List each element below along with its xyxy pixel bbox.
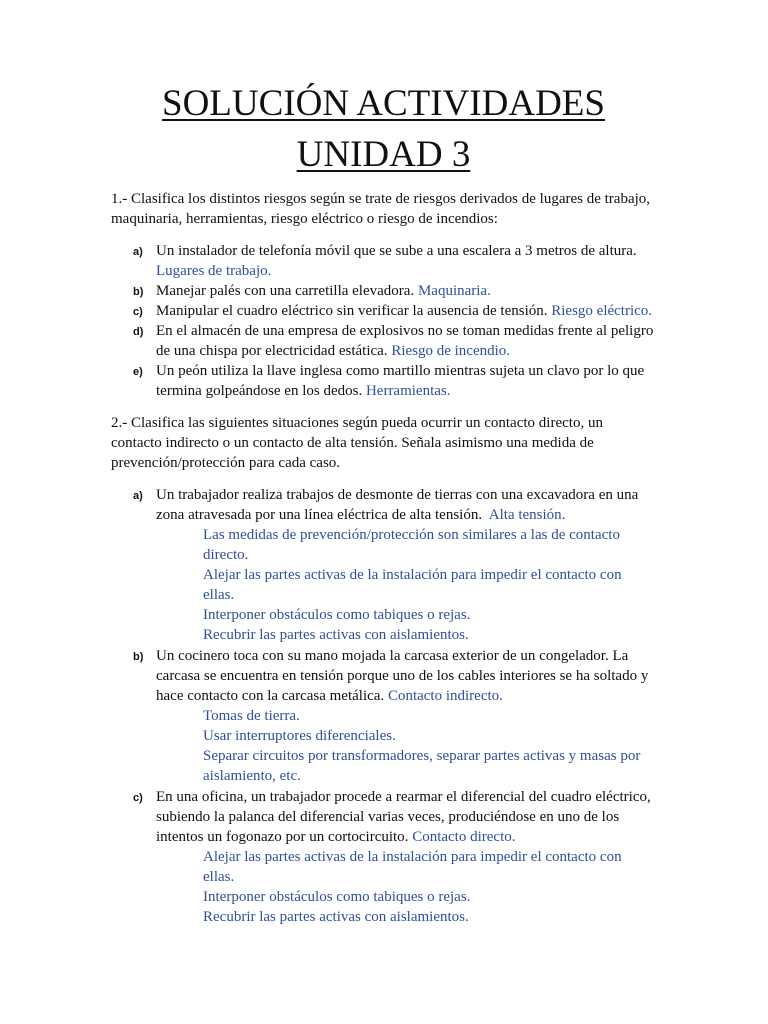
measure: Las medidas de prevención/protección son similares a las de contacto directo.: [203, 527, 620, 563]
measure: Tomas de tierra.: [203, 708, 300, 724]
item-text: Un trabajador realiza trabajos de desmonte de tierras con una excavadora en una zona atravesada por una línea eléctrica de alta tensión.: [156, 487, 639, 523]
title-line-1: SOLUCIÓN ACTIVIDADES: [162, 83, 605, 124]
item-answer: Riesgo de incendio.: [391, 343, 511, 359]
measure: Interponer obstáculos como tabiques o rejas.: [203, 889, 471, 905]
measure: Usar interruptores diferenciales.: [203, 728, 396, 744]
page-title: [111, 78, 656, 180]
question-1-list: [111, 241, 656, 401]
measure: Alejar las partes activas de la instalación para impedir el contacto con ellas.: [203, 849, 622, 885]
item-text: En el almacén de una empresa de explosivos no se toman medidas frente al peligro de una chispa por electricidad estática.: [156, 323, 654, 359]
item-answer: Lugares de trabajo.: [156, 263, 272, 279]
item-marker: c): [133, 306, 143, 318]
question-1-item-c: [111, 301, 656, 321]
item-marker: c): [133, 792, 143, 804]
question-2-list: [111, 485, 656, 927]
question-1-item-b: [111, 281, 656, 301]
item-text: En una oficina, un trabajador procede a rearmar el diferencial del cuadro eléctrico, subiendo la palanca del diferencial varias veces, produciéndose en uno de los intentos un fogonazo por un cortocircuito.: [156, 789, 651, 845]
item-marker: a): [133, 490, 143, 502]
measures-list: [156, 847, 656, 927]
question-2-text: 2.- Clasifica las siguientes situaciones según pueda ocurrir un contacto directo, un contacto indirecto o un contacto de alta tensión. Señala asimismo una medida de prevención/protección para cada caso.: [111, 415, 603, 471]
item-text: Manipular el cuadro eléctrico sin verificar la ausencia de tensión.: [156, 303, 548, 319]
measure: Separar circuitos por transformadores, separar partes activas y masas por aislamiento, etc.: [203, 748, 641, 784]
measures-list: [156, 525, 656, 645]
question-2-item-a: [111, 485, 656, 645]
question-2-item-b: [111, 646, 656, 786]
item-text: Un peón utiliza la llave inglesa como martillo mientras sujeta un clavo por lo que termina golpeándose en los dedos.: [156, 363, 645, 399]
measure: Recubrir las partes activas con aislamientos.: [203, 627, 469, 643]
item-marker: b): [133, 651, 144, 663]
item-answer: Contacto directo.: [412, 829, 516, 845]
question-1-item-e: [111, 361, 656, 401]
measure: Recubrir las partes activas con aislamientos.: [203, 909, 469, 925]
measures-list: [156, 706, 656, 786]
item-answer: Contacto indirecto.: [387, 688, 503, 704]
item-answer: Alta tensión.: [488, 507, 566, 523]
question-1-item-a: [111, 241, 656, 281]
measure: Alejar las partes activas de la instalación para impedir el contacto con ellas.: [203, 567, 622, 603]
item-answer: Maquinaria.: [417, 283, 491, 299]
item-marker: a): [133, 246, 143, 258]
measure: Interponer obstáculos como tabiques o rejas.: [203, 607, 471, 623]
question-1-text: 1.- Clasifica los distintos riesgos según se trate de riesgos derivados de lugares de trabajo, maquinaria, herramientas, riesgo eléctrico o riesgo de incendios:: [111, 191, 651, 227]
item-answer: Herramientas.: [365, 383, 451, 399]
item-marker: e): [133, 366, 143, 378]
item-answer: Riesgo eléctrico.: [551, 303, 653, 319]
item-text: Un cocinero toca con su mano mojada la carcasa exterior de un congelador. La carcasa se encuentra en tensión porque uno de los cables interiores se ha soltado y hace contacto con la carcasa metálica.: [156, 648, 649, 704]
question-1-item-d: [111, 321, 656, 361]
item-text: Manejar palés con una carretilla elevadora.: [156, 283, 415, 299]
item-marker: b): [133, 286, 144, 298]
question-2-item-c: [111, 787, 656, 927]
title-line-2: UNIDAD 3: [296, 134, 471, 175]
item-marker: d): [133, 326, 144, 338]
item-text: Un instalador de telefonía móvil que se sube a una escalera a 3 metros de altura.: [156, 243, 637, 259]
